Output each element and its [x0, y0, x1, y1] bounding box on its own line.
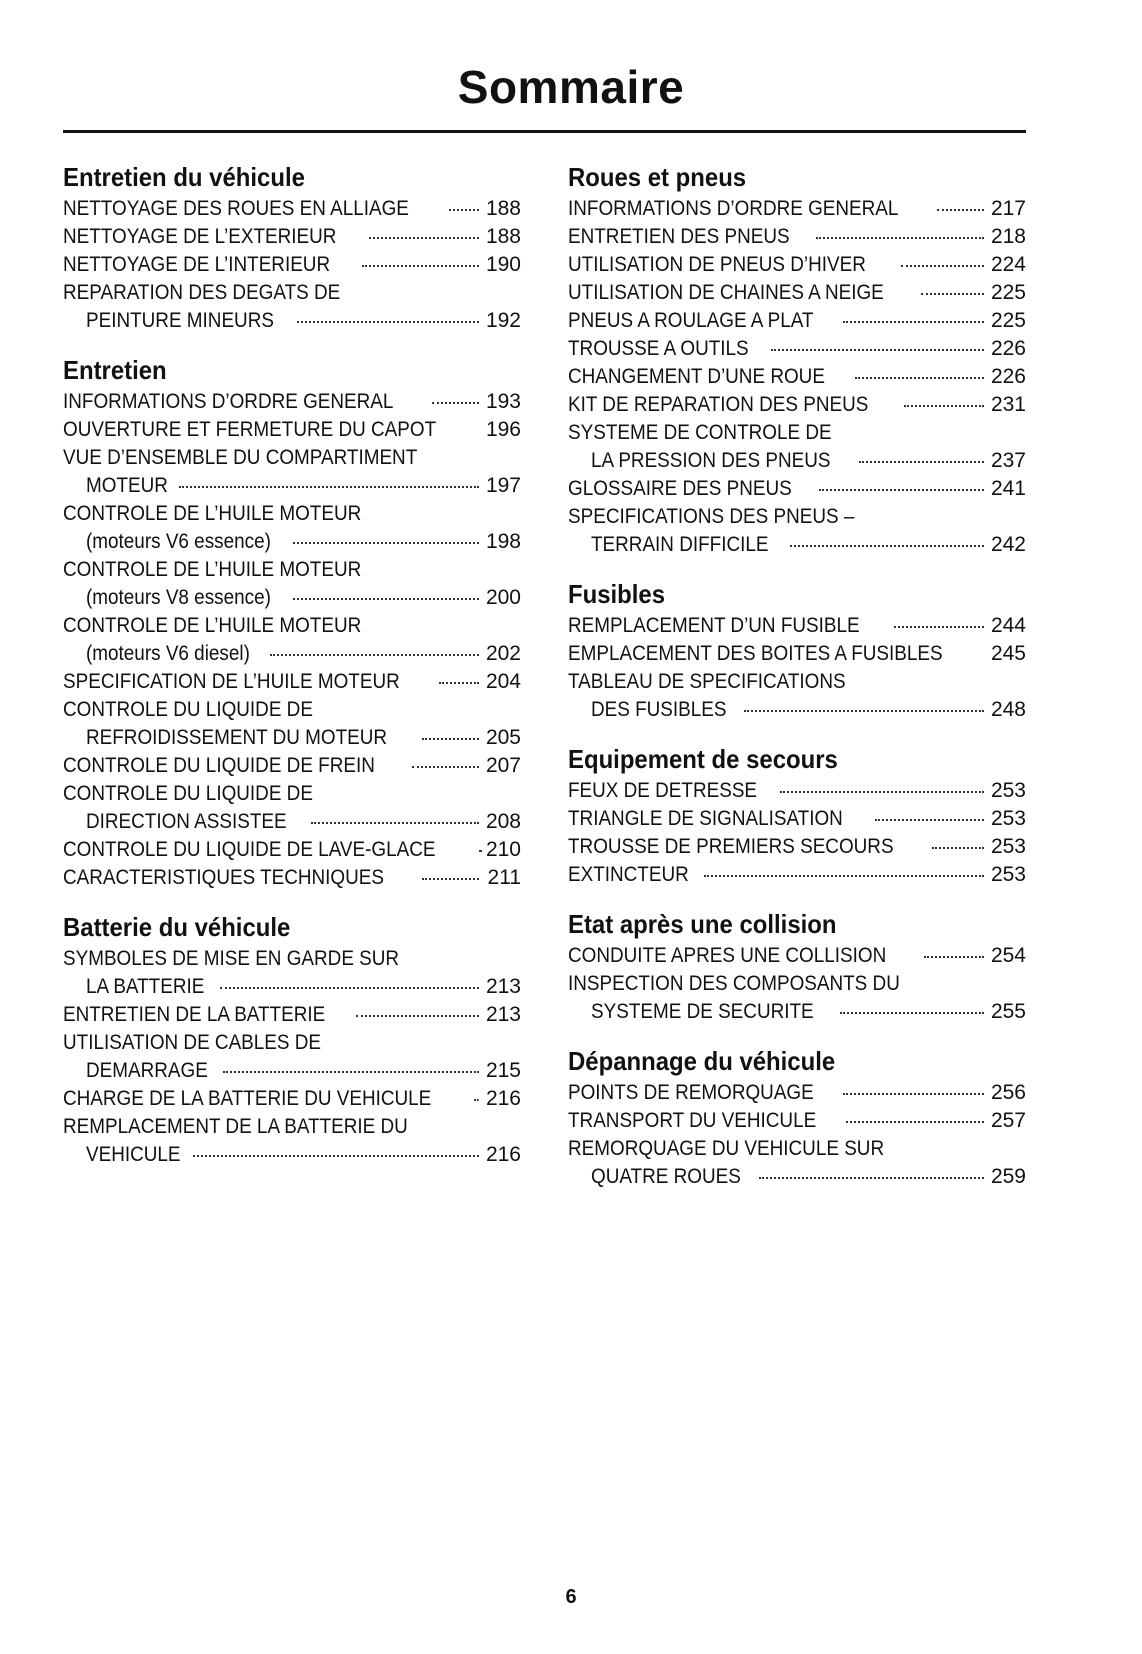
dot-leader [704, 874, 984, 877]
toc-entry-text: CONTROLE DU LIQUIDE DE [63, 782, 313, 805]
toc-entry[interactable] [63, 836, 521, 864]
toc-right-column [568, 160, 1026, 1209]
toc-page-number: 197 [485, 474, 521, 497]
toc-entry-text: SPECIFICATION DE L’HUILE MOTEUR [63, 670, 400, 693]
toc-entry-text: DEMARRAGE [86, 1059, 208, 1082]
dot-leader [422, 877, 479, 880]
toc-entry-text: DIRECTION ASSISTEE [86, 810, 287, 833]
dot-leader [843, 1092, 984, 1095]
dot-leader [193, 1154, 479, 1157]
dot-leader [937, 208, 984, 211]
toc-page-number: 216 [485, 1143, 521, 1166]
toc-entry-text: REPARATION DES DEGATS DE [63, 281, 341, 304]
section-heading: Batterie du véhicule [63, 912, 291, 942]
toc-entry-text: TRANSPORT DU VEHICULE [568, 1109, 817, 1132]
toc-page-number: 237 [990, 449, 1026, 472]
toc-entry-label [568, 777, 778, 805]
toc-entry-label [591, 1163, 757, 1191]
toc-entry[interactable] [63, 612, 521, 640]
dot-leader [297, 320, 479, 323]
toc-entry-label [63, 251, 360, 279]
toc-entry-label [63, 612, 394, 640]
toc-section [568, 907, 1026, 1026]
toc-entry-label [63, 1085, 472, 1113]
toc-entry-label [568, 970, 937, 998]
toc-entry-text: (moteurs V6 diesel) [86, 642, 250, 665]
dot-leader [369, 236, 479, 239]
toc-section [568, 577, 1026, 724]
toc-entry-label [86, 808, 309, 836]
section-heading: Roues et pneus [568, 162, 747, 192]
toc-page-number: 188 [485, 225, 521, 248]
toc-entry-label [591, 531, 788, 559]
toc-page-number: 198 [485, 530, 521, 553]
toc-entry-text: KIT DE REPARATION DES PNEUS [568, 393, 869, 416]
toc-entry-text: OUVERTURE ET FERMETURE DU CAPOT [63, 418, 437, 441]
dot-leader [816, 236, 984, 239]
dot-leader [894, 625, 984, 628]
toc-entry-label [86, 1141, 191, 1169]
toc-entry-text: INFORMATIONS D’ORDRE GENERAL [63, 390, 394, 413]
toc-entry[interactable] [63, 668, 521, 696]
toc-entry-text: LA PRESSION DES PNEUS [591, 449, 831, 472]
toc-entry-text: TROUSSE DE PREMIERS SECOURS [568, 835, 894, 858]
toc-page-number: 213 [485, 1003, 521, 1026]
toc-entry-text: FEUX DE DETRESSE [568, 779, 758, 802]
toc-page-number: 226 [990, 365, 1026, 388]
toc-page-number: 225 [990, 281, 1026, 304]
toc-page-number: 248 [990, 698, 1026, 721]
toc-entry-text: INSPECTION DES COMPOSANTS DU [568, 972, 900, 995]
toc-entry-label [568, 363, 853, 391]
toc-page-number: 225 [990, 309, 1026, 332]
toc-entry[interactable] [63, 500, 521, 528]
toc-entry-text: NETTOYAGE DE L’EXTERIEUR [63, 225, 337, 248]
toc-entry-label [63, 279, 371, 307]
dot-leader [875, 818, 984, 821]
toc-entry-label [63, 780, 341, 808]
title-divider [63, 130, 1026, 133]
dot-leader [840, 1011, 984, 1014]
toc-entry-text: TRIANGLE DE SIGNALISATION [568, 807, 843, 830]
toc-entry[interactable] [568, 335, 1026, 363]
toc-entry-label [568, 251, 899, 279]
toc-entry-label [63, 556, 394, 584]
toc-entry-label [568, 279, 919, 307]
toc-entry[interactable] [568, 805, 1026, 833]
toc-entry[interactable] [568, 777, 1026, 805]
dot-leader [904, 404, 984, 407]
toc-entry-text: REMPLACEMENT D’UN FUSIBLE [568, 614, 860, 637]
section-heading: Etat après une collision [568, 909, 837, 939]
toc-entry-text: REMPLACEMENT DE LA BATTERIE DU [63, 1115, 408, 1138]
toc-page-number: 213 [485, 975, 521, 998]
toc-entry[interactable] [63, 780, 521, 808]
toc-page-number: 210 [485, 838, 521, 861]
toc-page-number: 205 [485, 726, 521, 749]
dot-leader [924, 955, 984, 958]
toc-entry-text: VUE D’ENSEMBLE DU COMPARTIMENT [63, 446, 418, 469]
toc-entry[interactable] [568, 696, 1026, 724]
toc-entry-text: CONTROLE DU LIQUIDE DE LAVE-GLACE [63, 838, 436, 861]
toc-entry-text: SPECIFICATIONS DES PNEUS – [568, 505, 855, 528]
toc-entry-label [63, 1029, 350, 1057]
toc-entry-text: TROUSSE A OUTILS [568, 337, 749, 360]
toc-entry[interactable] [568, 1079, 1026, 1107]
toc-entry-label [568, 307, 841, 335]
toc-entry-text: MOTEUR [86, 474, 168, 497]
toc-entry-text: DES FUSIBLES [591, 698, 727, 721]
toc-entry-label [63, 696, 341, 724]
toc-page-number: 242 [990, 533, 1026, 556]
toc-entry-label [568, 805, 873, 833]
toc-entry[interactable] [63, 1057, 521, 1085]
toc-entry-text: UTILISATION DE PNEUS D’HIVER [568, 253, 866, 276]
toc-entry-text: ENTRETIEN DE LA BATTERIE [63, 1003, 326, 1026]
dot-leader [744, 709, 984, 712]
toc-entry[interactable] [568, 612, 1026, 640]
toc-entry-text: CHARGE DE LA BATTERIE DU VEHICULE [63, 1087, 432, 1110]
dot-leader [855, 376, 984, 379]
toc-page-number: 200 [485, 586, 521, 609]
toc-entry-label [63, 1113, 446, 1141]
page-number: 6 [565, 1586, 577, 1608]
dot-leader [362, 264, 479, 267]
toc-entry-label [63, 864, 420, 892]
toc-page-number: 193 [485, 390, 521, 413]
toc-entry-text: NETTOYAGE DES ROUES EN ALLIAGE [63, 197, 409, 220]
dot-leader [771, 348, 984, 351]
toc-entry[interactable] [568, 195, 1026, 223]
toc-entry[interactable] [568, 942, 1026, 970]
toc-entry-label [86, 1057, 221, 1085]
toc-page-number: 224 [990, 253, 1026, 276]
toc-entry-label [63, 752, 410, 780]
dot-leader [901, 264, 984, 267]
toc-entry-label [568, 503, 886, 531]
toc-page-number: 254 [990, 944, 1026, 967]
toc-entry[interactable] [568, 363, 1026, 391]
dot-leader [179, 485, 479, 488]
toc-entry-text: UTILISATION DE CHAINES A NEIGE [568, 281, 884, 304]
toc-page-number: 217 [990, 197, 1026, 220]
toc-entry-label [568, 942, 922, 970]
dot-leader [422, 737, 479, 740]
toc-entry-label [568, 640, 982, 668]
dot-leader [846, 1120, 984, 1123]
toc-entry-text: EXTINCTEUR [568, 863, 689, 886]
toc-entry-label [568, 861, 702, 889]
toc-entry[interactable] [63, 251, 521, 279]
toc-entry-label [63, 836, 477, 864]
toc-section [568, 160, 1026, 559]
toc-entry[interactable] [63, 973, 521, 1001]
toc-entry[interactable] [63, 584, 521, 612]
toc-entry[interactable] [568, 307, 1026, 335]
toc-entry[interactable] [63, 724, 521, 752]
toc-entry[interactable] [568, 833, 1026, 861]
toc-entry[interactable] [63, 1001, 521, 1029]
toc-entry-label [63, 668, 437, 696]
toc-page-number: 211 [487, 866, 521, 889]
dot-leader [759, 1176, 984, 1179]
toc-entry[interactable] [63, 696, 521, 724]
toc-entry-text: NETTOYAGE DE L’INTERIEUR [63, 253, 331, 276]
dot-leader [293, 541, 479, 544]
page-title: Sommaire [457, 61, 685, 113]
toc-entry[interactable] [568, 251, 1026, 279]
dot-leader [293, 597, 479, 600]
toc-entry-text: TABLEAU DE SPECIFICATIONS [568, 670, 846, 693]
toc-entry-text: EMPLACEMENT DES BOITES A FUSIBLES [568, 642, 943, 665]
toc-entry-label [568, 419, 861, 447]
dot-leader [859, 460, 984, 463]
toc-page-number: 253 [990, 807, 1026, 830]
section-heading: Entretien [63, 355, 167, 385]
toc-entry-text: SYSTEME DE CONTROLE DE [568, 421, 832, 444]
dot-leader [932, 846, 984, 849]
toc-entry-label [63, 500, 394, 528]
toc-entry[interactable] [568, 223, 1026, 251]
toc-entry-label [591, 696, 742, 724]
toc-entry-text: SYMBOLES DE MISE EN GARDE SUR [63, 947, 400, 970]
toc-page-number: 255 [990, 1000, 1026, 1023]
toc-entry[interactable] [63, 864, 521, 892]
toc-page-number: 196 [485, 418, 521, 441]
dot-leader [474, 1098, 479, 1101]
toc-page-number: 253 [990, 779, 1026, 802]
toc-entry-label [86, 584, 291, 612]
toc-entry-label [568, 475, 817, 503]
toc-entry[interactable] [63, 640, 521, 668]
toc-entry[interactable] [568, 419, 1026, 447]
toc-page-number: 257 [990, 1109, 1026, 1132]
toc-entry-label [591, 447, 857, 475]
dot-leader [843, 320, 984, 323]
dot-leader [780, 790, 984, 793]
toc-entry[interactable] [568, 1107, 1026, 1135]
toc-entry-text: LA BATTERIE [86, 975, 205, 998]
toc-entry-label [568, 335, 769, 363]
dot-leader [432, 401, 479, 404]
toc-entry-label [63, 195, 447, 223]
toc-page-number: 208 [485, 810, 521, 833]
dot-leader [311, 821, 479, 824]
toc-section [63, 910, 521, 1169]
toc-page-number: 218 [990, 225, 1026, 248]
toc-entry-label [86, 973, 218, 1001]
toc-entry-text: CONTROLE DE L’HUILE MOTEUR [63, 614, 362, 637]
toc-entry-label [568, 833, 930, 861]
toc-entry-label [86, 724, 420, 752]
toc-page-number: 190 [485, 253, 521, 276]
toc-page-number: 192 [485, 309, 521, 332]
toc-entry-label [86, 528, 291, 556]
section-heading: Dépannage du véhicule [568, 1046, 836, 1076]
toc-page-number: 253 [990, 835, 1026, 858]
dot-leader [790, 544, 984, 547]
toc-section [568, 1044, 1026, 1191]
toc-entry[interactable] [63, 472, 521, 500]
toc-entry[interactable] [63, 1029, 521, 1057]
toc-entry[interactable] [63, 945, 521, 973]
toc-entry-label [86, 307, 295, 335]
toc-entry-text: REMORQUAGE DU VEHICULE SUR [568, 1137, 885, 1160]
toc-entry[interactable] [568, 998, 1026, 1026]
toc-entry-text: SYSTEME DE SECURITE [591, 1000, 814, 1023]
toc-entry-text: CONTROLE DE L’HUILE MOTEUR [63, 502, 362, 525]
toc-entry[interactable] [63, 223, 521, 251]
dot-leader [819, 488, 984, 491]
toc-entry[interactable] [568, 503, 1026, 531]
toc-entry-text: REFROIDISSEMENT DU MOTEUR [86, 726, 388, 749]
toc-entry[interactable] [63, 416, 521, 444]
dot-leader [412, 765, 479, 768]
section-heading: Fusibles [568, 579, 666, 609]
toc-entry-label [568, 1107, 844, 1135]
dot-leader [921, 292, 984, 295]
toc-entry[interactable] [63, 528, 521, 556]
toc-entry[interactable] [63, 279, 521, 307]
toc-entry-label [568, 223, 814, 251]
toc-entry-label [568, 195, 935, 223]
toc-entry-label [568, 391, 902, 419]
toc-page-number: 226 [990, 337, 1026, 360]
dot-leader [356, 1014, 479, 1017]
toc-entry-label [568, 612, 892, 640]
toc-entry-label [63, 945, 436, 973]
toc-entry-text: QUATRE ROUES [591, 1165, 741, 1188]
toc-entry[interactable] [568, 531, 1026, 559]
toc-entry-text: CONTROLE DU LIQUIDE DE [63, 698, 313, 721]
section-heading: Equipement de secours [568, 744, 838, 774]
toc-entry[interactable] [63, 1113, 521, 1141]
toc-entry[interactable] [63, 752, 521, 780]
toc-entry[interactable] [568, 668, 1026, 696]
toc-page-number: 215 [485, 1059, 521, 1082]
toc-section [63, 353, 521, 892]
dot-leader [220, 986, 480, 989]
toc-page-number: 202 [485, 642, 521, 665]
toc-entry[interactable] [63, 195, 521, 223]
toc-page-number: 204 [485, 670, 521, 693]
toc-entry[interactable] [63, 444, 521, 472]
toc-entry[interactable] [63, 808, 521, 836]
toc-entry-text: CONTROLE DU LIQUIDE DE FREIN [63, 754, 375, 777]
toc-page-number: 241 [990, 477, 1026, 500]
toc-entry-label [63, 388, 430, 416]
toc-entry-text: PEINTURE MINEURS [86, 309, 274, 332]
dot-leader [439, 681, 479, 684]
toc-left-column [63, 160, 521, 1187]
toc-page-number: 259 [990, 1165, 1026, 1188]
toc-section [63, 160, 521, 335]
toc-page-number: 253 [990, 863, 1026, 886]
toc-page-number: 188 [485, 197, 521, 220]
toc-section [568, 742, 1026, 889]
toc-entry[interactable] [63, 556, 521, 584]
toc-entry[interactable] [568, 279, 1026, 307]
toc-entry-text: POINTS DE REMORQUAGE [568, 1081, 814, 1104]
toc-entry-text: CONTROLE DE L’HUILE MOTEUR [63, 558, 362, 581]
toc-entry-label [63, 444, 457, 472]
toc-entry[interactable] [63, 307, 521, 335]
toc-entry-text: PNEUS A ROULAGE A PLAT [568, 309, 814, 332]
toc-page-number: 256 [990, 1081, 1026, 1104]
toc-entry-text: ENTRETIEN DES PNEUS [568, 225, 790, 248]
toc-entry[interactable] [568, 1163, 1026, 1191]
toc-entry-label [591, 998, 838, 1026]
toc-entry-label [568, 668, 876, 696]
toc-page-number: 244 [990, 614, 1026, 637]
dot-leader [270, 653, 479, 656]
toc-entry-text: CONDUITE APRES UNE COLLISION [568, 944, 887, 967]
toc-entry-label [568, 1079, 841, 1107]
toc-entry[interactable] [63, 1141, 521, 1169]
toc-page-number: 207 [485, 754, 521, 777]
toc-entry-label [86, 640, 268, 668]
toc-entry-label [63, 1001, 354, 1029]
dot-leader [449, 208, 479, 211]
toc-entry[interactable] [568, 861, 1026, 889]
toc-entry[interactable] [63, 388, 521, 416]
section-heading: Entretien du véhicule [63, 162, 305, 192]
toc-entry[interactable] [568, 391, 1026, 419]
toc-entry[interactable] [568, 1135, 1026, 1163]
toc-entry[interactable] [568, 475, 1026, 503]
toc-entry-label [63, 416, 477, 444]
toc-entry[interactable] [63, 1085, 521, 1113]
toc-entry-text: (moteurs V8 essence) [86, 586, 271, 609]
toc-entry-text: VEHICULE [86, 1143, 181, 1166]
toc-entry-text: (moteurs V6 essence) [86, 530, 271, 553]
toc-page-number: 245 [990, 642, 1026, 665]
toc-page-number: 231 [990, 393, 1026, 416]
toc-entry-label [63, 223, 367, 251]
toc-entry-text: UTILISATION DE CABLES DE [63, 1031, 322, 1054]
toc-entry-text: INFORMATIONS D’ORDRE GENERAL [568, 197, 899, 220]
toc-entry-text: CHANGEMENT D’UNE ROUE [568, 365, 825, 388]
toc-entry-label [86, 472, 177, 500]
toc-entry-text: TERRAIN DIFFICILE [591, 533, 769, 556]
toc-entry[interactable] [568, 640, 1026, 668]
toc-entry-text: GLOSSAIRE DES PNEUS [568, 477, 792, 500]
toc-page-number: 216 [485, 1087, 521, 1110]
toc-entry-text: CARACTERISTIQUES TECHNIQUES [63, 866, 385, 889]
toc-entry[interactable] [568, 970, 1026, 998]
toc-entry[interactable] [568, 447, 1026, 475]
toc-entry-label [568, 1135, 919, 1163]
dot-leader [223, 1070, 479, 1073]
